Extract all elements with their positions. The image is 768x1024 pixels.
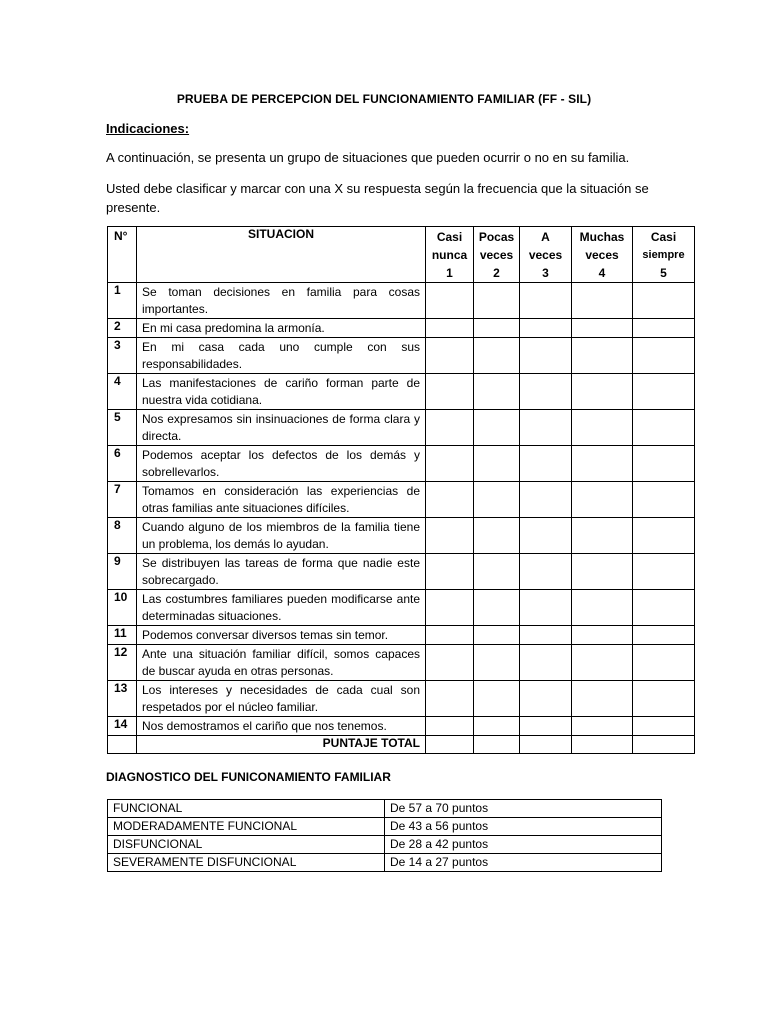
table-row bbox=[108, 518, 695, 554]
answer-cell-1[interactable] bbox=[426, 374, 474, 410]
answer-cell-2[interactable] bbox=[474, 319, 520, 338]
row-number: 10 bbox=[108, 590, 137, 626]
table-row bbox=[108, 283, 695, 319]
total-cell-3[interactable] bbox=[520, 736, 572, 754]
row-situation-text: Cuando alguno de los miembros de la familia tiene un problema, los demás lo ayudan. bbox=[137, 518, 426, 554]
answer-cell-5[interactable] bbox=[633, 518, 695, 554]
diagnosis-row bbox=[108, 818, 662, 836]
row-situation-text: Nos demostramos el cariño que nos tenemos. bbox=[137, 717, 426, 736]
answer-cell-5[interactable] bbox=[633, 482, 695, 518]
page-title: PRUEBA DE PERCEPCION DEL FUNCIONAMIENTO FAMILIAR (FF - SIL) bbox=[176, 92, 592, 106]
row-number: 2 bbox=[108, 319, 137, 338]
total-cell-4[interactable] bbox=[572, 736, 633, 754]
diagnosis-range: De 57 a 70 puntos bbox=[385, 800, 662, 818]
table-row bbox=[108, 681, 695, 717]
answer-cell-5[interactable] bbox=[633, 626, 695, 645]
answer-cell-5[interactable] bbox=[633, 283, 695, 319]
answer-cell-4[interactable] bbox=[572, 554, 633, 590]
table-row bbox=[108, 338, 695, 374]
diagnosis-range: De 28 a 42 puntos bbox=[385, 836, 662, 854]
answer-cell-4[interactable] bbox=[572, 446, 633, 482]
answer-cell-5[interactable] bbox=[633, 681, 695, 717]
row-number: 11 bbox=[108, 626, 137, 645]
row-number: 9 bbox=[108, 554, 137, 590]
row-situation-text: Podemos aceptar los defectos de los demás y sobrellevarlos. bbox=[137, 446, 426, 482]
answer-cell-1[interactable] bbox=[426, 482, 474, 518]
answer-cell-5[interactable] bbox=[633, 319, 695, 338]
answer-cell-1[interactable] bbox=[426, 410, 474, 446]
row-situation-text: Los intereses y necesidades de cada cual son respetados por el núcleo familiar. bbox=[137, 681, 426, 717]
row-number: 5 bbox=[108, 410, 137, 446]
answer-cell-3[interactable] bbox=[520, 554, 572, 590]
answer-cell-1[interactable] bbox=[426, 717, 474, 736]
answer-cell-5[interactable] bbox=[633, 410, 695, 446]
answer-cell-3[interactable] bbox=[520, 338, 572, 374]
answer-cell-3[interactable] bbox=[520, 626, 572, 645]
row-number: 3 bbox=[108, 338, 137, 374]
answer-cell-2[interactable] bbox=[474, 681, 520, 717]
table-row bbox=[108, 554, 695, 590]
row-situation-text: En mi casa cada uno cumple con sus responsabilidades. bbox=[137, 338, 426, 374]
answer-cell-3[interactable] bbox=[520, 482, 572, 518]
row-number: 6 bbox=[108, 446, 137, 482]
answer-cell-2[interactable] bbox=[474, 717, 520, 736]
answer-cell-2[interactable] bbox=[474, 410, 520, 446]
answer-cell-4[interactable] bbox=[572, 374, 633, 410]
column-header-situacion: SITUACION bbox=[137, 227, 426, 283]
column-header-scale-1: Casi nunca 1 bbox=[426, 227, 474, 283]
table-row bbox=[108, 626, 695, 645]
answer-cell-2[interactable] bbox=[474, 374, 520, 410]
answer-cell-5[interactable] bbox=[633, 374, 695, 410]
diagnosis-row bbox=[108, 836, 662, 854]
diagnosis-range: De 14 a 27 puntos bbox=[385, 854, 662, 872]
total-cell-1[interactable] bbox=[426, 736, 474, 754]
total-label: PUNTAJE TOTAL bbox=[137, 736, 426, 754]
row-number: 13 bbox=[108, 681, 137, 717]
diagnosis-row bbox=[108, 800, 662, 818]
diagnosis-heading: DIAGNOSTICO DEL FUNICONAMIENTO FAMILIAR bbox=[106, 770, 391, 784]
answer-cell-1[interactable] bbox=[426, 319, 474, 338]
answer-cell-2[interactable] bbox=[474, 590, 520, 626]
row-situation-text: En mi casa predomina la armonía. bbox=[137, 319, 426, 338]
row-situation-text: Podemos conversar diversos temas sin temor. bbox=[137, 626, 426, 645]
row-situation-text: Las manifestaciones de cariño forman parte de nuestra vida cotidiana. bbox=[137, 374, 426, 410]
answer-cell-4[interactable] bbox=[572, 717, 633, 736]
answer-cell-2[interactable] bbox=[474, 626, 520, 645]
answer-cell-1[interactable] bbox=[426, 338, 474, 374]
table-row bbox=[108, 446, 695, 482]
answer-cell-1[interactable] bbox=[426, 283, 474, 319]
column-header-scale-3: A veces 3 bbox=[520, 227, 572, 283]
row-number: 1 bbox=[108, 283, 137, 319]
answer-cell-4[interactable] bbox=[572, 482, 633, 518]
answer-cell-3[interactable] bbox=[520, 717, 572, 736]
instructions-paragraph-2: Usted debe clasificar y marcar con una X su respuesta según la frecuencia que la situación se presente. bbox=[106, 181, 649, 215]
answer-cell-5[interactable] bbox=[633, 446, 695, 482]
answer-cell-5[interactable] bbox=[633, 338, 695, 374]
instructions-heading: Indicaciones: bbox=[106, 121, 190, 136]
table-row bbox=[108, 590, 695, 626]
answer-cell-1[interactable] bbox=[426, 626, 474, 645]
diagnosis-category: MODERADAMENTE FUNCIONAL bbox=[108, 818, 385, 836]
row-situation-text: Se toman decisiones en familia para cosas importantes. bbox=[137, 283, 426, 319]
answer-cell-3[interactable] bbox=[520, 645, 572, 681]
answer-cell-1[interactable] bbox=[426, 681, 474, 717]
answer-cell-1[interactable] bbox=[426, 645, 474, 681]
row-situation-text: Ante una situación familiar difícil, somos capaces de buscar ayuda en otras personas. bbox=[137, 645, 426, 681]
answer-cell-3[interactable] bbox=[520, 590, 572, 626]
row-situation-text: Tomamos en consideración las experiencias de otras familias ante situaciones difíciles. bbox=[137, 482, 426, 518]
answer-cell-2[interactable] bbox=[474, 446, 520, 482]
diagnosis-table bbox=[107, 799, 662, 872]
answer-cell-1[interactable] bbox=[426, 446, 474, 482]
column-header-scale-2: Pocas veces 2 bbox=[474, 227, 520, 283]
column-header-number: N° bbox=[108, 227, 137, 283]
total-cell-2[interactable] bbox=[474, 736, 520, 754]
answer-cell-3[interactable] bbox=[520, 319, 572, 338]
row-number: 8 bbox=[108, 518, 137, 554]
row-number: 14 bbox=[108, 717, 137, 736]
answer-cell-2[interactable] bbox=[474, 338, 520, 374]
answer-cell-3[interactable] bbox=[520, 410, 572, 446]
answer-cell-4[interactable] bbox=[572, 590, 633, 626]
questionnaire-table bbox=[107, 226, 695, 754]
table-row bbox=[108, 482, 695, 518]
answer-cell-4[interactable] bbox=[572, 518, 633, 554]
row-number: 7 bbox=[108, 482, 137, 518]
row-situation-text: Se distribuyen las tareas de forma que nadie este sobrecargado. bbox=[137, 554, 426, 590]
total-cell-5[interactable] bbox=[633, 736, 695, 754]
answer-cell-4[interactable] bbox=[572, 283, 633, 319]
table-row bbox=[108, 319, 695, 338]
row-number: 4 bbox=[108, 374, 137, 410]
diagnosis-category: FUNCIONAL bbox=[108, 800, 385, 818]
diagnosis-range: De 43 a 56 puntos bbox=[385, 818, 662, 836]
table-row bbox=[108, 645, 695, 681]
answer-cell-3[interactable] bbox=[520, 446, 572, 482]
row-number: 12 bbox=[108, 645, 137, 681]
answer-cell-5[interactable] bbox=[633, 645, 695, 681]
row-situation-text: Nos expresamos sin insinuaciones de forma clara y directa. bbox=[137, 410, 426, 446]
answer-cell-3[interactable] bbox=[520, 681, 572, 717]
column-header-scale-4: Muchas veces 4 bbox=[572, 227, 633, 283]
answer-cell-4[interactable] bbox=[572, 626, 633, 645]
answer-cell-2[interactable] bbox=[474, 554, 520, 590]
answer-cell-2[interactable] bbox=[474, 518, 520, 554]
table-row bbox=[108, 374, 695, 410]
answer-cell-4[interactable] bbox=[572, 338, 633, 374]
row-situation-text: Las costumbres familiares pueden modificarse ante determinadas situaciones. bbox=[137, 590, 426, 626]
answer-cell-1[interactable] bbox=[426, 518, 474, 554]
total-row-number-cell bbox=[108, 736, 137, 754]
answer-cell-4[interactable] bbox=[572, 681, 633, 717]
answer-cell-3[interactable] bbox=[520, 283, 572, 319]
instructions-paragraph-1: A continuación, se presenta un grupo de situaciones que pueden ocurrir o no en su familia. bbox=[106, 150, 630, 165]
diagnosis-row bbox=[108, 854, 662, 872]
answer-cell-4[interactable] bbox=[572, 645, 633, 681]
answer-cell-5[interactable] bbox=[633, 717, 695, 736]
answer-cell-2[interactable] bbox=[474, 283, 520, 319]
answer-cell-1[interactable] bbox=[426, 554, 474, 590]
answer-cell-2[interactable] bbox=[474, 482, 520, 518]
answer-cell-4[interactable] bbox=[572, 410, 633, 446]
diagnosis-category: SEVERAMENTE DISFUNCIONAL bbox=[108, 854, 385, 872]
answer-cell-1[interactable] bbox=[426, 590, 474, 626]
answer-cell-3[interactable] bbox=[520, 518, 572, 554]
column-header-scale-5: Casi siempre 5 bbox=[633, 227, 695, 283]
answer-cell-2[interactable] bbox=[474, 645, 520, 681]
diagnosis-category: DISFUNCIONAL bbox=[108, 836, 385, 854]
answer-cell-3[interactable] bbox=[520, 374, 572, 410]
answer-cell-4[interactable] bbox=[572, 319, 633, 338]
table-row bbox=[108, 717, 695, 736]
answer-cell-5[interactable] bbox=[633, 590, 695, 626]
table-row bbox=[108, 410, 695, 446]
answer-cell-5[interactable] bbox=[633, 554, 695, 590]
